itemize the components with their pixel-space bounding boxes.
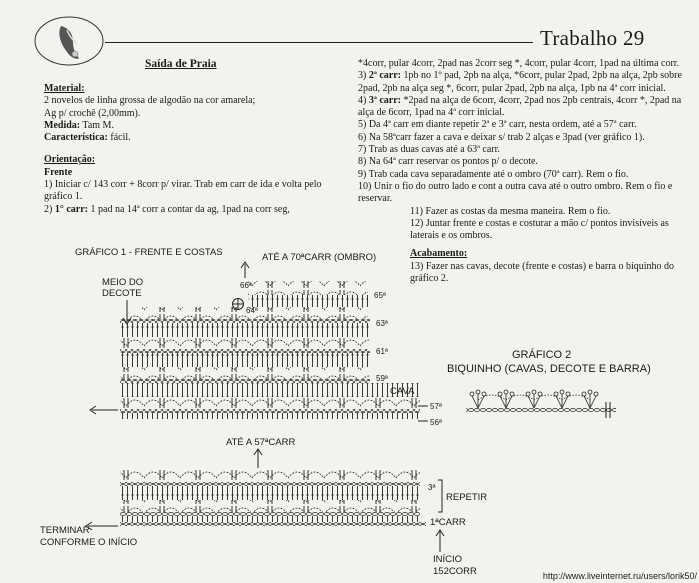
needle-text: Ag p/ crochê (2,00mm). <box>44 107 141 119</box>
row-57: 57ª <box>430 402 442 411</box>
medida-label: Medida: <box>44 119 81 131</box>
orientacao-heading: Orientação: <box>44 154 96 166</box>
step-4 <box>358 95 688 120</box>
terminar-label-2: CONFORME O INÍCIO <box>40 537 138 548</box>
material-text: 2 novelos de linha grossa de algodão na cor amarela; <box>44 95 256 107</box>
row-65: 65ª <box>374 291 386 300</box>
step-8: 8) Na 64ª carr reservar os pontos p/ o decote. <box>358 156 538 168</box>
terminar-label-1: TERMINAR <box>40 525 90 536</box>
header-rule <box>105 42 533 43</box>
step-3 <box>358 70 688 95</box>
meio-label-1: MEIO DO <box>102 277 144 288</box>
acabamento-heading: Acabamento: <box>410 248 468 260</box>
inicio-label-2: 152CORR <box>433 566 477 577</box>
caracteristica-line <box>44 132 344 144</box>
step-2 <box>44 204 344 216</box>
row-64: 64ª <box>246 306 258 315</box>
caracteristica-label: Característica: <box>44 132 108 144</box>
medida-value: Tam M. <box>80 119 114 131</box>
step-3-text: 1pb no 1º pad, 2pb na alça, *6corr, pular 2pad, 2pb na alça, 2pb sobre 2pad, 2pb na alça seg *, 6corr, pular 2pad, 2pb na alça, 1pb na 4ª corr inicial. <box>358 70 682 94</box>
inicio-label-1: INÍCIO <box>433 554 463 565</box>
step-3-bold: 2ª carr: <box>368 70 401 82</box>
step-2-bold: 1° carr: <box>54 203 88 215</box>
step-2-prefix: 2) <box>44 203 55 215</box>
row-59: 59ª <box>376 374 388 383</box>
biquinho-pattern <box>466 390 616 418</box>
step-3-prefix: 3) <box>358 70 369 82</box>
cava-label: CAVA <box>390 386 415 397</box>
frente-label: Frente <box>44 166 73 178</box>
step-2-text: 1 pad na 14ª corr a contar da ag, 1pad na corr seg, <box>88 203 290 215</box>
repeat-bracket <box>438 480 442 512</box>
row-66: 66ª <box>240 281 252 290</box>
meio-label-2: DECOTE <box>102 288 142 299</box>
step-13: 13) Fazer nas cavas, decote (frente e costas) e barra o biquinho do gráfico 2. <box>410 260 675 285</box>
step-11: 11) Fazer as costas da mesma maneira. Rem o fio. <box>410 205 611 217</box>
grafico2-title: GRÁFICO 2 <box>512 349 572 361</box>
row-63: 63ª <box>376 319 388 328</box>
instr-line-1: *4corr, pular 4corr, 2pad nas 2corr seg *, 4corr, pular 4corr, 1pad na última corr. <box>358 58 680 69</box>
logo-badge <box>33 14 105 68</box>
medida-line <box>44 120 344 132</box>
crochet-lower-rows <box>120 470 426 526</box>
page-title: Trabalho 29 <box>540 26 645 50</box>
repetir-label: REPETIR <box>446 492 488 503</box>
step-6: 6) Na 58ªcarr fazer a cava e deixar s/ trab 2 alças e 3pad (ver gráfico 1). <box>358 131 645 143</box>
crochet-diagram <box>0 240 699 583</box>
source-url: http://www.liveinternet.ru/users/lorik50/ <box>542 571 697 581</box>
ate57-label: ATÉ A 57ªCARR <box>226 437 296 448</box>
step-12: 12) Juntar frente e costas e costurar a mão c/ pontos invisíveis as laterais e os ombros. <box>410 217 669 242</box>
materials-column <box>44 83 344 216</box>
step-4-prefix: 4) <box>358 94 369 106</box>
row-3: 3ª <box>428 483 436 492</box>
step-10: 10) Unir o fio do outro lado e cont a outra cava até o outro ombro. Rem o fio e reservar. <box>358 180 673 205</box>
grafico1-title: GRÁFICO 1 - FRENTE E COSTAS <box>75 247 223 258</box>
row-56: 56ª <box>430 418 442 427</box>
row-1-label: 1ªCARR <box>430 517 466 528</box>
step-5: 5) Da 4ª carr em diante repetir 2ª e 3ª carr, nesta ordem, até a 57ª carr. <box>358 119 637 131</box>
grafico2-subtitle: BIQUINHO (CAVAS, DECOTE E BARRA) <box>447 363 651 375</box>
step-4-bold: 3ª carr: <box>368 94 401 106</box>
step-1: 1) Iniciar c/ 143 corr + 8corr p/ virar. Trab em carr de ida e volta pelo gráfico 1. <box>44 179 322 203</box>
section-title: Saída de Praia <box>145 58 217 70</box>
material-heading: Material: <box>44 83 85 94</box>
crochet-upper-rows <box>120 281 420 419</box>
step-4-text: *2pad na alça de 6corr, 4corr, 2pad nos 2pb centrais, 4corr *, 2pad na alça de 6corr, 1pad na 4ª corr inicial. <box>358 94 682 119</box>
row-61: 61ª <box>376 347 388 356</box>
step-7: 7) Trab as duas cavas até a 63ª carr. <box>358 144 500 156</box>
step-9: 9) Trab cada cava separadamente até o ombro (70ª carr). Rem o fio. <box>358 168 629 180</box>
caracteristica-value: fácil. <box>107 132 131 144</box>
ate70-label: ATÉ A 70ªCARR (OMBRO) <box>262 252 377 263</box>
